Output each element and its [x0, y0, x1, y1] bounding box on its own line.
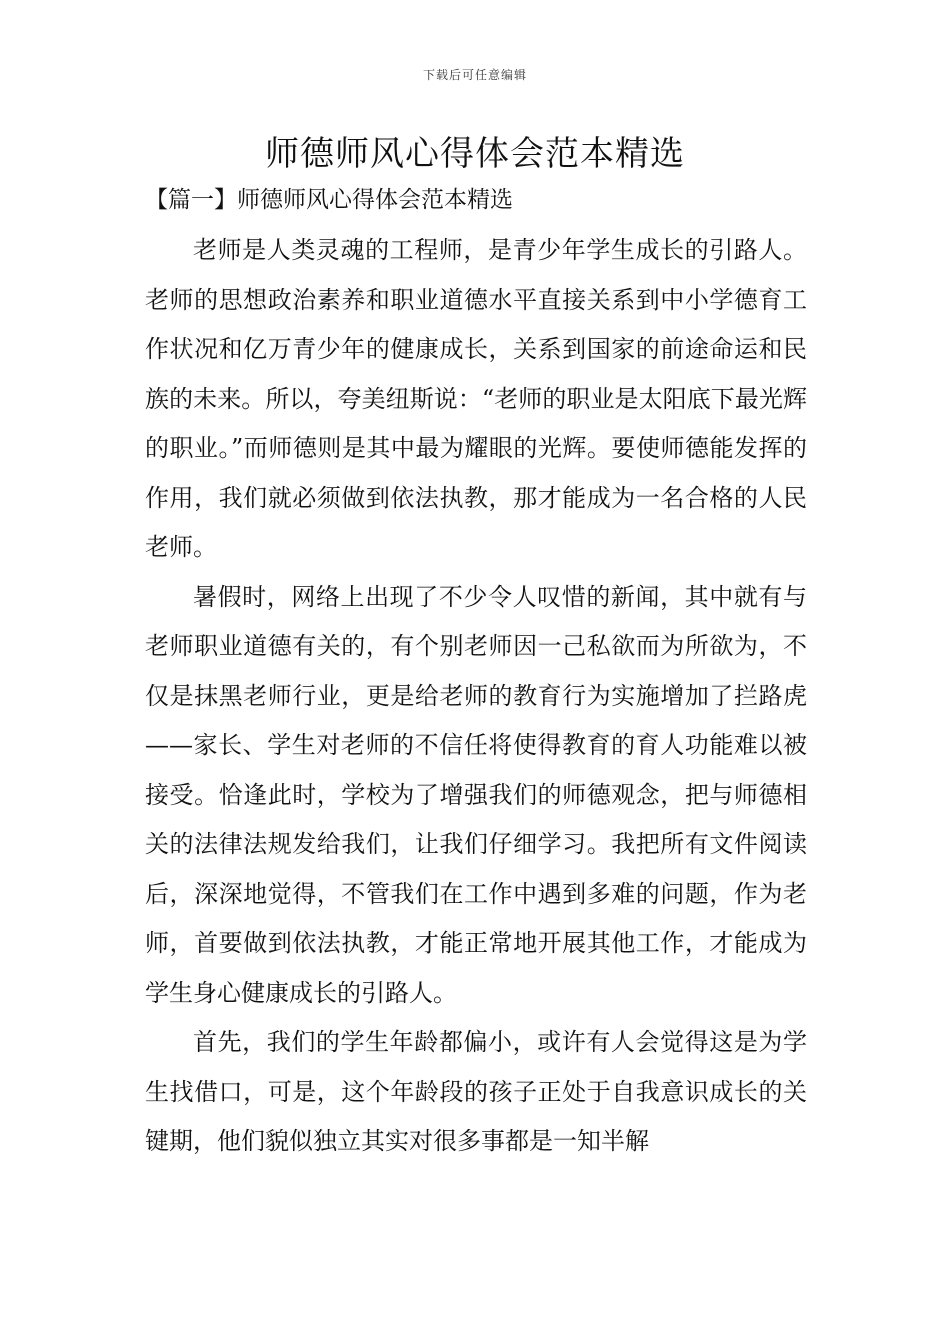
paragraph: 老师是人类灵魂的工程师，是青少年学生成长的引路人。老师的思想政治素养和职业道德水平直接关系到中小学德育工作状况和亿万青少年的健康成长，关系到国家的前途命运和民族的未来。所以，夸美纽斯说：“老师的职业是太阳底下最光辉的职业。”而师德则是其中最为耀眼的光辉。要使师德能发挥的作用，我们就必须做到依法执教，那才能成为一名合格的人民老师。 — [145, 236, 807, 561]
body-text — [145, 226, 807, 1167]
paragraph: 暑假时，网络上出现了不少令人叹惜的新闻，其中就有与老师职业道德有关的，有个别老师因一己私欲而为所欲为，不仅是抹黑老师行业，更是给老师的教育行为实施增加了拦路虎——家长、学生对老师的不信任将使得教育的育人功能难以被接受。恰逢此时，学校为了增强我们的师德观念，把与师德相关的法律法规发给我们，让我们仔细学习。我把所有文件阅读后，深深地觉得，不管我们在工作中遇到多难的问题，作为老师，首要做到依法执教，才能正常地开展其他工作，才能成为学生身心健康成长的引路人。 — [145, 582, 807, 1007]
header-note: 下载后可任意编辑 — [422, 68, 527, 82]
page-title: 师德师风心得体会范本精选 — [265, 134, 685, 174]
section-heading: 【篇一】师德师风心得体会范本精选 — [145, 187, 513, 213]
paragraph: 首先，我们的学生年龄都偏小，或许有人会觉得这是为学生找借口，可是，这个年龄段的孩子正处于自我意识成长的关键期，他们貌似独立其实对很多事都是一知半解 — [145, 1028, 807, 1155]
